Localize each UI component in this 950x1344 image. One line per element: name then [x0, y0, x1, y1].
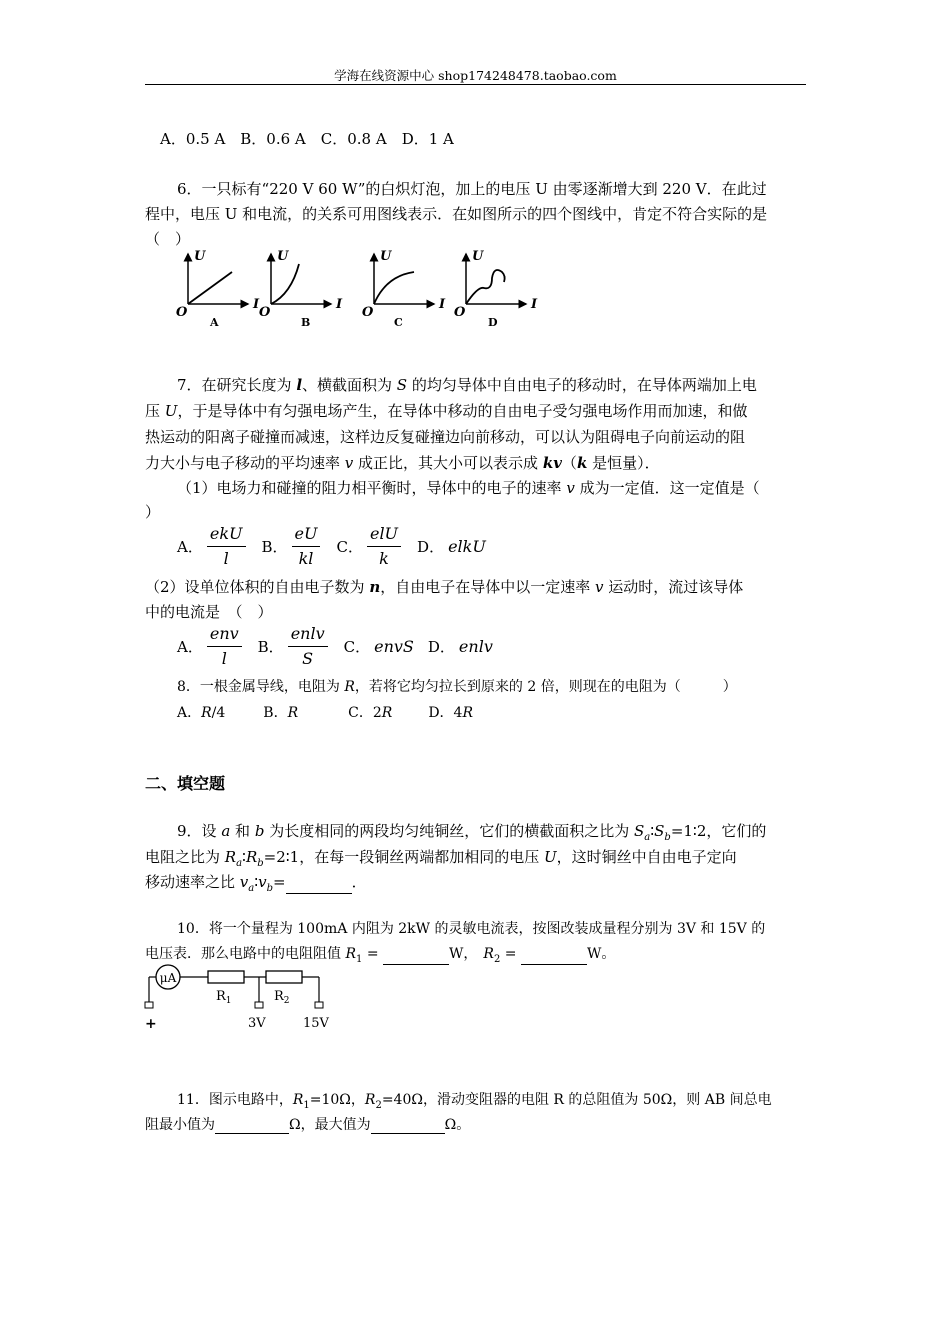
q6-graphs	[170, 242, 540, 332]
q7-text: 运动时，流过该导体	[603, 578, 744, 596]
q9-text: 和	[230, 822, 255, 840]
terminal-3v	[255, 1002, 263, 1008]
option-c-label: C．2	[348, 705, 382, 721]
graph-b-label: B	[301, 316, 311, 329]
plus-label: +	[145, 1016, 157, 1032]
option-a-label: A．	[177, 538, 203, 556]
option-a-fraction	[207, 524, 246, 569]
numerator: env	[207, 624, 242, 647]
subscript: b	[664, 832, 671, 843]
q7-part1-line2: ）	[145, 503, 161, 521]
q9-text: ，这时铜丝中自由电子定向	[556, 848, 737, 866]
q6-line3: （ ）	[145, 230, 191, 248]
q7-line2	[145, 400, 747, 421]
option-b-label: B．	[263, 705, 288, 721]
option-a-label: A．	[177, 705, 202, 721]
q9-text: =1∶2，它们的	[670, 822, 767, 840]
graph-d-u: U	[472, 249, 484, 264]
page-header: 学海在线资源中心 shop174248478.taobao.com	[334, 68, 617, 83]
q9-text: ．	[351, 873, 367, 891]
q10-text: 电压表．那么电路中的电阻阻值	[145, 946, 346, 962]
q5-options: A．0.5 A B．0.6 A C．0.8 A D．1 A	[160, 130, 454, 148]
q7-part2-options	[177, 624, 493, 669]
graph-b-i: I	[336, 297, 343, 312]
graph-c-i: I	[439, 297, 446, 312]
graph-d-i: I	[531, 297, 538, 312]
graph-c-o: O	[362, 305, 374, 320]
graph-a-i: I	[253, 297, 260, 312]
colon: ∶	[254, 873, 259, 891]
q9-text: 移动速率之比	[145, 873, 240, 891]
option-b-label: B．	[261, 538, 288, 556]
numerator: eU	[292, 524, 321, 547]
option-d-label: D．	[417, 538, 445, 556]
var-k: k	[576, 454, 588, 472]
var-r: R	[462, 705, 473, 721]
section-heading: 二、填空题	[145, 774, 226, 793]
q10-line1: 10．将一个量程为 100mA 内阻为 2kW 的灵敏电流表，按图改装成量程分别为 3V 和 15V 的	[177, 921, 766, 937]
denominator: S	[302, 649, 314, 668]
var-kv: kv	[542, 454, 562, 472]
q7-text: （	[561, 454, 577, 472]
q7-text: 成为一定值．这一定值是（	[574, 479, 760, 497]
subscript: 2	[375, 1099, 382, 1111]
graph-d-curve	[466, 270, 505, 304]
r2-label: $R_2$	[274, 989, 290, 1006]
subscript: 1	[356, 953, 363, 965]
option-c-label: C．	[336, 538, 363, 556]
q9-line1	[177, 820, 766, 843]
q7-part1-line1	[177, 477, 760, 498]
numerator: enlv	[288, 624, 328, 647]
graph-c-label: C	[394, 316, 403, 329]
graph-d-o: O	[454, 305, 466, 320]
q11-text: 11．图示电路中，	[177, 1092, 293, 1108]
var-r: R	[345, 946, 356, 962]
option-d-value: elkU	[448, 537, 486, 556]
var-s: S	[633, 822, 645, 840]
label-15v: 15V	[303, 1016, 329, 1031]
terminal-15v	[315, 1002, 323, 1008]
var-u: U	[544, 848, 557, 866]
denominator: l	[223, 549, 229, 568]
q9-text: =2∶1，在每一段铜丝两端都加相同的电压	[263, 848, 544, 866]
q7-text: 7．在研究长度为	[177, 376, 297, 394]
var-b: b	[254, 822, 265, 840]
ammeter-label: μA	[159, 971, 177, 985]
var-v: v	[239, 873, 249, 891]
q7-text: 的均匀导体中自由电子的移动时，在导体两端加上电	[407, 376, 757, 394]
r1-label: $R_1$	[216, 989, 232, 1006]
q7-line3: 热运动的阳离子碰撞而减速，这样边反复碰撞边向前移动，可以认为阻碍电子向前运动的阻	[145, 428, 746, 446]
option-c-fraction	[367, 524, 401, 569]
q7-part1-options	[177, 524, 486, 569]
graph-a-o: O	[176, 305, 188, 320]
q9-text: =	[273, 873, 286, 891]
q8-line1	[177, 676, 737, 696]
subscript: a	[248, 883, 255, 894]
var-r: R	[344, 679, 355, 695]
var-a: a	[221, 822, 231, 840]
option-d-label: D．	[427, 638, 455, 656]
q7-part2-line1	[145, 576, 743, 597]
q7-line4	[145, 452, 660, 473]
graph-a-curve	[188, 272, 232, 304]
q7-text: ，于是导体中有匀强电场产生，在导体中移动的自由电子受匀强电场作用而加速，和做	[177, 402, 748, 420]
var-v: v	[258, 873, 267, 891]
q10-text: =	[362, 946, 384, 962]
q7-text: 力大小与电子移动的平均速率	[145, 454, 345, 472]
numerator: ekU	[207, 524, 246, 547]
var-u: U	[164, 402, 178, 420]
q11-line2	[145, 1114, 470, 1134]
q8-text: 8．一根金属导线，电阻为	[177, 679, 345, 695]
q11-text: Ω，最大值为	[289, 1117, 371, 1133]
label-3v: 3V	[248, 1016, 266, 1031]
plus-terminal	[145, 1002, 153, 1008]
var-r: R	[381, 705, 393, 721]
q7-text: 压	[145, 402, 165, 420]
q7-text: ，自由电子在导体中以一定速率	[380, 578, 596, 596]
var-r: R	[483, 946, 494, 962]
option-d-label: D．4	[428, 705, 463, 721]
var-r: R	[364, 1092, 376, 1108]
numerator: elU	[367, 524, 401, 547]
graph-b-u: U	[277, 249, 289, 264]
q7-text: 成正比，其大小可以表示成	[353, 454, 543, 472]
q11-line1	[177, 1089, 772, 1111]
q11-min-blank[interactable]	[215, 1117, 289, 1134]
q8-options	[177, 702, 473, 722]
q9-line2	[145, 846, 737, 869]
var-v: v	[566, 479, 575, 497]
q7-text: 是恒量）．	[587, 454, 660, 472]
graph-c-u: U	[380, 249, 392, 264]
graph-d-label: D	[488, 316, 498, 329]
q11-text: 阻最小值为	[145, 1117, 215, 1133]
graph-a-label: A	[210, 316, 219, 329]
header-rule	[145, 84, 806, 85]
q10-text: =	[500, 946, 521, 962]
option-a-fraction	[207, 624, 242, 669]
q7-line1	[177, 374, 757, 395]
q11-text: =40Ω，滑动变阻器的电阻 R 的总阻值为 50Ω，则 AB 间总电	[381, 1092, 772, 1108]
q9-text: 为长度相同的两段均匀纯铜丝，它们的横截面积之比为	[264, 822, 634, 840]
q7-text: 、横截面积为	[302, 376, 397, 394]
var-r: R	[224, 848, 237, 866]
var-r: R	[292, 1092, 304, 1108]
denominator: k	[379, 549, 389, 568]
q7-text: （2）设单位体积的自由电子数为	[145, 578, 370, 596]
subscript: a	[644, 832, 651, 843]
q10-r1-blank[interactable]	[383, 948, 449, 965]
graph-b-curve	[271, 264, 299, 304]
var-l: l	[296, 376, 303, 394]
denominator: l	[221, 649, 227, 668]
q9-answer-blank[interactable]	[286, 877, 352, 894]
q6-line2: 程中，电压 U 和电流，的关系可用图线表示．在如图所示的四个图线中，肯定不符合实际的是	[145, 205, 768, 223]
q6-line1: 6．一只标有“220 V 60 W”的白炽灯泡，加上的电压 U 由零逐渐增大到 220 V．在此过	[177, 180, 767, 198]
subscript: 1	[303, 1099, 310, 1111]
var-s: S	[654, 822, 665, 840]
option-d-value: enlv	[458, 637, 493, 656]
option-b-fraction	[292, 524, 321, 569]
q9-line3	[145, 871, 367, 894]
option-c-label: C．	[343, 638, 371, 656]
q7-text: （1）电场力和碰撞的阻力相平衡时，导体中的电子的速率	[177, 479, 567, 497]
var-v: v	[344, 454, 354, 472]
graph-c	[362, 249, 446, 329]
colon: ∶	[650, 822, 655, 840]
q8-text: ，若将它均匀拉长到原来的 2 倍，则现在的电阻为（ ）	[354, 679, 737, 695]
q11-text: =10Ω，	[309, 1092, 365, 1108]
q10-text: W。	[586, 946, 616, 962]
graph-b	[259, 249, 343, 329]
option-a-label: A．	[177, 638, 203, 656]
graph-b-o: O	[259, 305, 271, 320]
graph-a	[176, 249, 260, 329]
subscript: a	[236, 858, 243, 869]
q7-part2-line2: 中的电流是 （ ）	[145, 603, 273, 621]
option-b-fraction	[288, 624, 328, 669]
var-n: n	[369, 578, 381, 596]
var-s: S	[396, 376, 408, 394]
var-r: R	[245, 848, 258, 866]
option-c-value: envS	[374, 637, 414, 656]
colon: ∶	[242, 848, 246, 866]
subscript: b	[257, 858, 264, 869]
q9-text: 9．设	[177, 822, 222, 840]
var-r: R	[287, 705, 299, 721]
denominator: kl	[298, 549, 314, 568]
q10-circuit	[140, 960, 360, 1035]
q9-text: 电阻之比为	[145, 848, 225, 866]
var-v: v	[595, 578, 604, 596]
option-b-label: B．	[257, 638, 284, 656]
q10-text: W，	[449, 946, 478, 962]
q11-text: Ω。	[444, 1117, 471, 1133]
subscript: b	[266, 883, 274, 894]
graph-a-u: U	[194, 249, 206, 264]
graph-c-curve	[374, 272, 414, 304]
graph-d	[454, 249, 538, 329]
option-a-value: /4	[211, 705, 226, 721]
var-r: R	[201, 705, 212, 721]
q11-max-blank[interactable]	[371, 1117, 445, 1134]
resistor-r1	[208, 971, 244, 983]
q10-r2-blank[interactable]	[521, 948, 587, 965]
subscript: 2	[493, 953, 501, 965]
resistor-r2	[266, 971, 302, 983]
